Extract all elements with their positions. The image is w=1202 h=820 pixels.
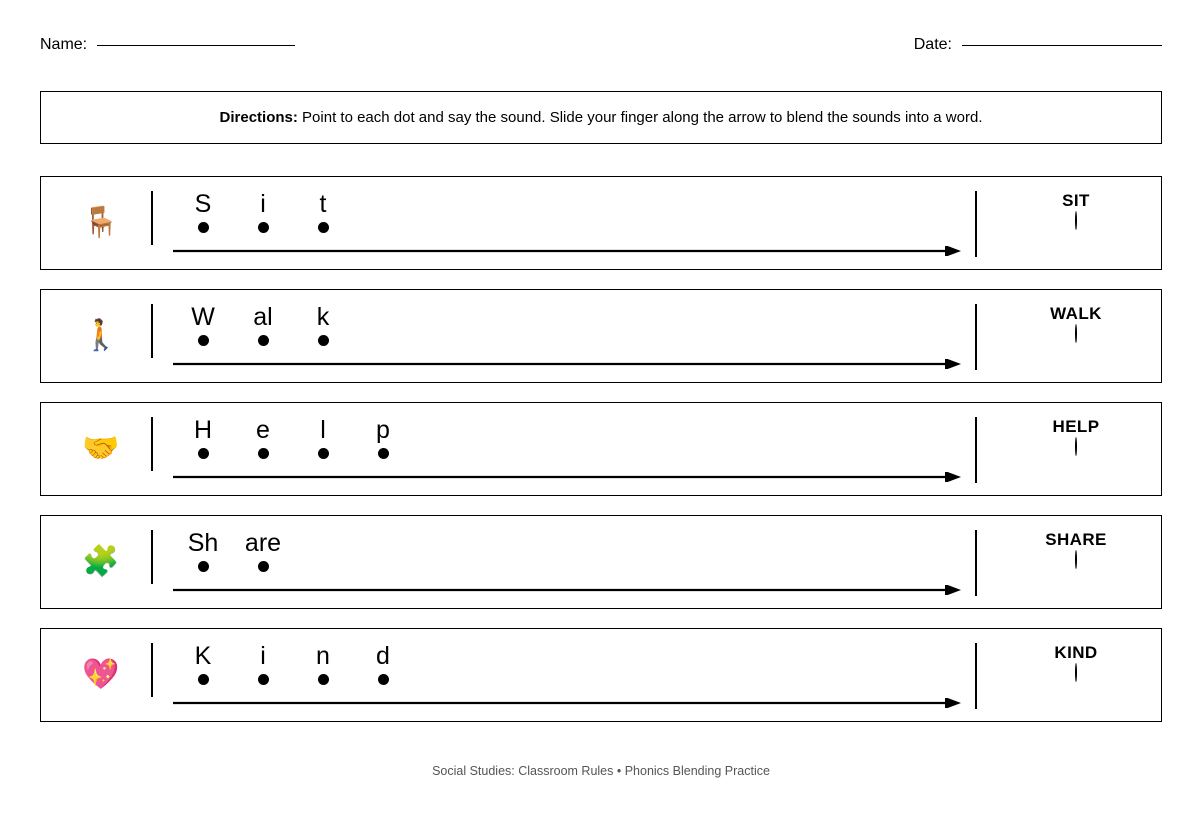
worksheet-header bbox=[40, 36, 1162, 64]
grapheme-letter: k bbox=[316, 303, 330, 331]
grapheme-letter: W bbox=[191, 303, 215, 331]
grapheme-letter: i bbox=[260, 642, 266, 670]
grapheme-letter: S bbox=[194, 190, 212, 218]
grapheme-letter: p bbox=[376, 416, 390, 444]
grapheme-letter: Sh bbox=[187, 529, 219, 557]
answer-circle[interactable] bbox=[1075, 211, 1077, 230]
sound-dot[interactable] bbox=[198, 561, 209, 572]
grapheme[interactable] bbox=[353, 416, 413, 459]
directions-box bbox=[40, 91, 1162, 144]
date-write-line[interactable] bbox=[962, 45, 1162, 46]
grapheme[interactable] bbox=[353, 642, 413, 685]
sound-dot[interactable] bbox=[258, 674, 269, 685]
grapheme[interactable] bbox=[173, 303, 233, 346]
answer-group bbox=[1016, 642, 1136, 682]
grapheme-strip bbox=[173, 642, 413, 685]
answer-group bbox=[1016, 416, 1136, 456]
sound-dot[interactable] bbox=[198, 674, 209, 685]
sound-dot[interactable] bbox=[318, 222, 329, 233]
right-divider-rule bbox=[975, 530, 977, 596]
left-divider-rule bbox=[151, 191, 153, 245]
walking-person-emoji: 🚶 bbox=[82, 318, 120, 353]
grapheme[interactable] bbox=[233, 416, 293, 459]
word-row bbox=[40, 289, 1162, 383]
answer-group bbox=[1016, 303, 1136, 343]
answer-circle[interactable] bbox=[1075, 663, 1077, 682]
grapheme[interactable] bbox=[293, 303, 353, 346]
grapheme-letter: d bbox=[376, 642, 390, 670]
answer-group bbox=[1016, 190, 1136, 230]
sound-dot[interactable] bbox=[318, 674, 329, 685]
sound-dot[interactable] bbox=[198, 448, 209, 459]
sound-dot[interactable] bbox=[318, 448, 329, 459]
answer-word: HELP bbox=[1052, 417, 1100, 436]
sound-dot[interactable] bbox=[258, 448, 269, 459]
footer-caption: Social Studies: Classroom Rules • Phonics Blending Practice bbox=[432, 764, 770, 778]
sound-dot[interactable] bbox=[198, 222, 209, 233]
word-row bbox=[40, 628, 1162, 722]
puzzle-piece-emoji: 🧩 bbox=[82, 544, 120, 579]
left-divider-rule bbox=[151, 304, 153, 358]
grapheme-strip bbox=[173, 190, 353, 233]
heart-emoji: 💖 bbox=[82, 657, 120, 692]
chair-emoji: 🪑 bbox=[82, 205, 120, 240]
sound-dot[interactable] bbox=[318, 335, 329, 346]
grapheme-strip bbox=[173, 529, 293, 572]
directions-text bbox=[202, 109, 1001, 126]
grapheme[interactable] bbox=[293, 416, 353, 459]
grapheme[interactable] bbox=[293, 190, 353, 233]
blend-arrow[interactable] bbox=[173, 246, 961, 256]
word-row bbox=[40, 402, 1162, 496]
directions-prefix: Directions: bbox=[219, 109, 298, 126]
grapheme-letter: l bbox=[320, 416, 326, 444]
grapheme-letter: n bbox=[316, 642, 330, 670]
answer-word: KIND bbox=[1054, 643, 1098, 662]
answer-group bbox=[1016, 529, 1136, 569]
date-field bbox=[914, 36, 1162, 54]
grapheme-letter: H bbox=[193, 416, 213, 444]
blend-arrow[interactable] bbox=[173, 585, 961, 595]
right-divider-rule bbox=[975, 643, 977, 709]
date-label: Date: bbox=[913, 36, 952, 53]
blend-arrow[interactable] bbox=[173, 359, 961, 369]
answer-word: WALK bbox=[1050, 304, 1102, 323]
name-write-line[interactable] bbox=[97, 45, 295, 46]
grapheme[interactable] bbox=[293, 642, 353, 685]
blend-arrow[interactable] bbox=[173, 698, 961, 708]
answer-word: SIT bbox=[1062, 191, 1090, 210]
name-field bbox=[40, 36, 295, 54]
right-divider-rule bbox=[975, 191, 977, 257]
grapheme-strip bbox=[173, 303, 353, 346]
sound-dot[interactable] bbox=[198, 335, 209, 346]
grapheme[interactable] bbox=[233, 303, 293, 346]
answer-word: SHARE bbox=[1045, 530, 1107, 549]
sound-dot[interactable] bbox=[258, 335, 269, 346]
left-divider-rule bbox=[151, 643, 153, 697]
grapheme[interactable] bbox=[233, 529, 293, 572]
grapheme[interactable] bbox=[173, 416, 233, 459]
sound-dot[interactable] bbox=[378, 674, 389, 685]
sound-dot[interactable] bbox=[378, 448, 389, 459]
blend-arrow[interactable] bbox=[173, 472, 961, 482]
grapheme-strip bbox=[173, 416, 413, 459]
right-divider-rule bbox=[975, 417, 977, 483]
directions-body: Point to each dot and say the sound. Slide your finger along the arrow to blend the sounds into a word. bbox=[297, 109, 983, 126]
grapheme[interactable] bbox=[233, 190, 293, 233]
grapheme-letter: i bbox=[260, 190, 266, 218]
word-row bbox=[40, 515, 1162, 609]
answer-circle[interactable] bbox=[1075, 550, 1077, 569]
name-label: Name: bbox=[40, 36, 88, 53]
sound-dot[interactable] bbox=[258, 222, 269, 233]
left-divider-rule bbox=[151, 530, 153, 584]
grapheme[interactable] bbox=[173, 529, 233, 572]
grapheme-letter: t bbox=[319, 190, 327, 218]
word-rows bbox=[40, 176, 1162, 741]
grapheme-letter: e bbox=[256, 416, 270, 444]
handshake-emoji: 🤝 bbox=[82, 431, 120, 466]
answer-circle[interactable] bbox=[1075, 437, 1077, 456]
word-row bbox=[40, 176, 1162, 270]
left-divider-rule bbox=[151, 417, 153, 471]
grapheme-letter: are bbox=[244, 529, 282, 557]
sound-dot[interactable] bbox=[258, 561, 269, 572]
grapheme[interactable] bbox=[173, 190, 233, 233]
grapheme[interactable] bbox=[233, 642, 293, 685]
grapheme-letter: K bbox=[194, 642, 212, 670]
grapheme-letter: al bbox=[253, 303, 273, 331]
answer-circle[interactable] bbox=[1075, 324, 1077, 343]
grapheme[interactable] bbox=[173, 642, 233, 685]
right-divider-rule bbox=[975, 304, 977, 370]
